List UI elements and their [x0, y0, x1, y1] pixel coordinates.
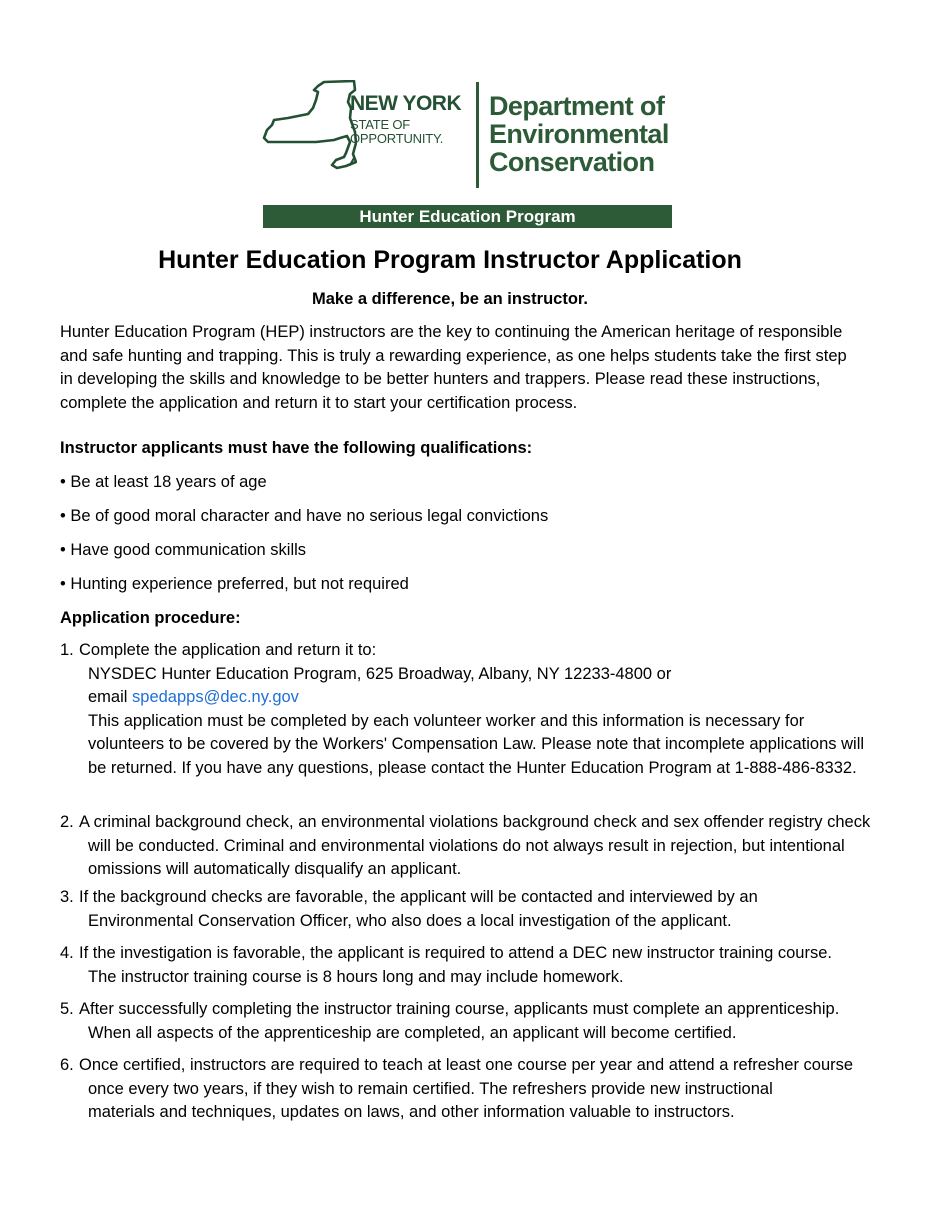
department-name-line: Conservation	[489, 147, 655, 177]
email-label: email	[88, 688, 128, 706]
step-text: After successfully completing the instructor training course, applicants must complete an apprenticeship.	[79, 1000, 840, 1018]
step-text: A criminal background check, an environmental violations background check and sex offender registry check	[79, 813, 871, 831]
qualification-item: • Be at least 18 years of age	[60, 473, 267, 491]
step-text-continued: When all aspects of the apprenticeship are completed, an applicant will become certified.	[88, 1023, 737, 1042]
step-text: Complete the application and return it to:	[79, 641, 377, 659]
step-number: 5.	[60, 1000, 74, 1018]
step-text: If the background checks are favorable, the applicant will be contacted and interviewed by an	[79, 888, 758, 906]
procedure-heading: Application procedure:	[60, 609, 241, 627]
procedure-step-5	[60, 998, 910, 1045]
program-banner: Hunter Education Program	[263, 205, 672, 228]
step-text-continued: will be conducted. Criminal and environmental violations do not always result in rejection, but intentional omissions will automatically disqualify an applicant.	[88, 836, 845, 878]
state-tagline	[350, 118, 443, 146]
qualification-item: • Have good communication skills	[60, 541, 307, 559]
intro-paragraph: Hunter Education Program (HEP) instructors are the key to continuing the American heritage of responsible and safe hunting and trapping. This is truly a rewarding experience, as one helps students take the first step in developing the skills and knowledge to be better hunters and trappers. Please read these instructions, complete the application and return it to start your certification process.	[60, 323, 847, 412]
step-number: 6.	[60, 1056, 74, 1074]
state-tagline-line: STATE OF	[350, 117, 411, 132]
step-text-continued: Environmental Conservation Officer, who also does a local investigation of the applicant.	[88, 911, 732, 930]
procedure-step-4	[60, 942, 910, 989]
procedure-step-1	[60, 639, 910, 780]
step-text-continued: once every two years, if they wish to remain certified. The refreshers provide new instructional materials and techniques, updates on laws, and other information valuable to instructors.	[88, 1079, 773, 1121]
step-text-continued: The instructor training course is 8 hours long and may include homework.	[88, 967, 624, 986]
procedure-step-3	[60, 886, 910, 933]
qualification-item: • Be of good moral character and have no serious legal convictions	[60, 507, 549, 525]
step-number: 2.	[60, 813, 74, 831]
qualifications-heading: Instructor applicants must have the following qualifications:	[60, 439, 533, 457]
step-note: This application must be completed by each volunteer worker and this information is necessary for volunteers to be covered by the Workers' Compensation Law. Please note that incomplete applications will be returned. If you have any questions, please contact the Hunter Education Program at 1-888-486-8332.	[88, 711, 865, 777]
qualification-item: • Hunting experience preferred, but not required	[60, 575, 409, 593]
page-subtitle: Make a difference, be an instructor.	[311, 290, 588, 308]
page-title: Hunter Education Program Instructor Application	[158, 246, 742, 274]
department-name	[489, 92, 669, 176]
department-name-line: Environmental	[489, 119, 669, 149]
department-name-line: Department of	[489, 91, 665, 121]
step-number: 1.	[60, 641, 74, 659]
step-text: Once certified, instructors are required to teach at least one course per year and attend a refresher course	[79, 1056, 854, 1074]
email-line	[88, 686, 868, 710]
mailing-address: NYSDEC Hunter Education Program, 625 Broadway, Albany, NY 12233-4800 or	[88, 664, 672, 683]
new-york-state-map-icon	[262, 80, 357, 175]
state-name: NEW YORK	[350, 92, 462, 115]
procedure-step-2	[60, 811, 910, 882]
step-text: If the investigation is favorable, the applicant is required to attend a DEC new instructor training course.	[79, 944, 832, 962]
logo-divider	[476, 82, 479, 188]
step-number: 3.	[60, 888, 74, 906]
step-number: 4.	[60, 944, 74, 962]
procedure-step-6	[60, 1054, 910, 1125]
state-tagline-line: OPPORTUNITY.	[350, 131, 444, 146]
email-link[interactable]: spedapps@dec.ny.gov	[132, 688, 299, 706]
